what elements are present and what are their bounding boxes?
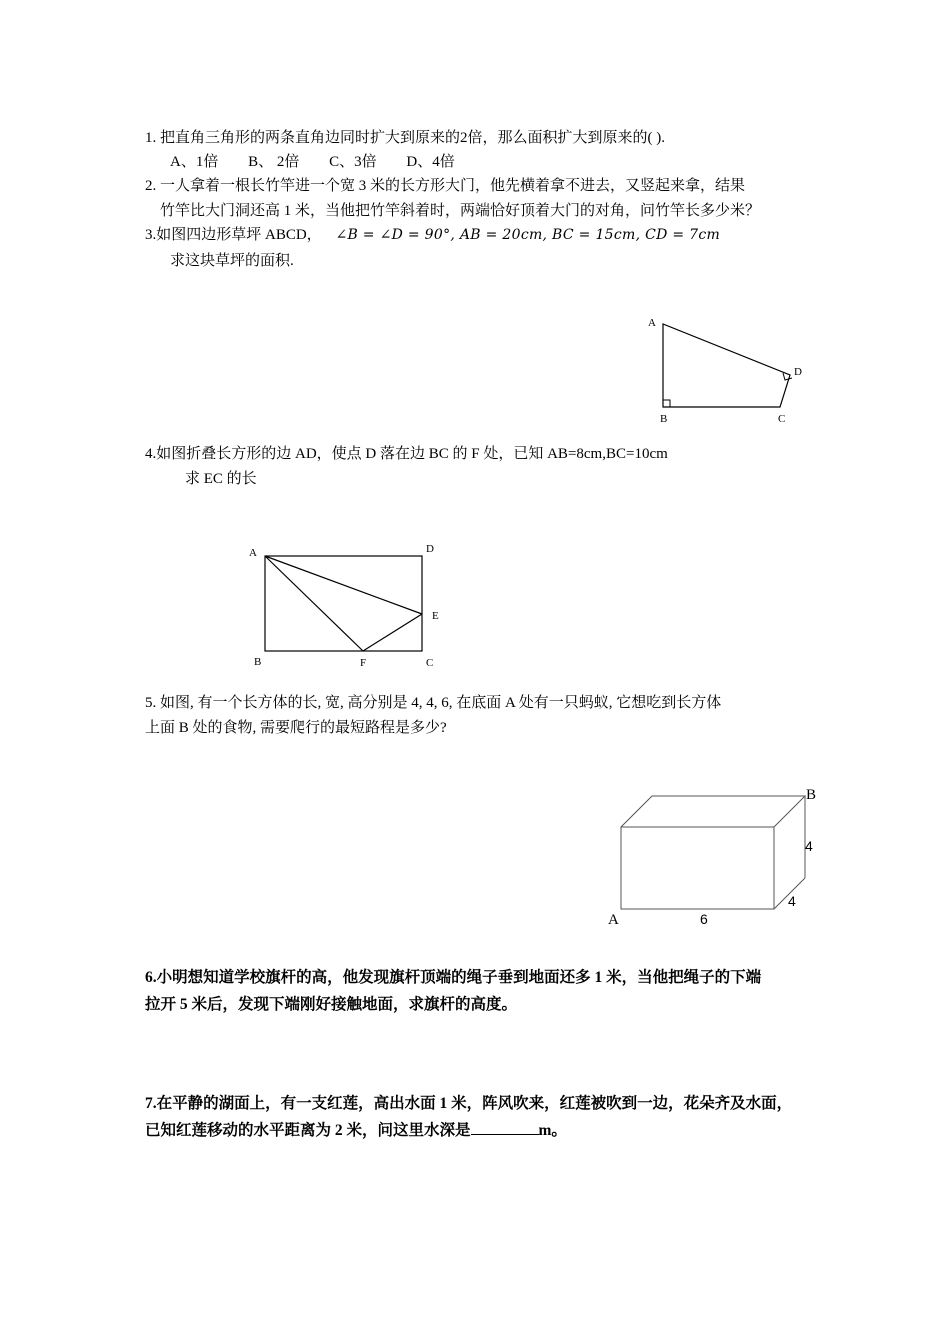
q6-line1: 6.小明想知道学校旗杆的高，他发现旗杆顶端的绳子垂到地面还多 1 米，当他把绳子的下端 xyxy=(145,969,762,986)
q3-quadrilateral-figure xyxy=(640,312,820,432)
q5-label-b: B xyxy=(806,787,817,803)
q1-option-a: A、1倍 xyxy=(170,154,219,170)
q4-line-ae xyxy=(265,556,422,614)
q3-line2: 求这块草坪的面积. xyxy=(170,253,294,269)
q5-label-length: 6 xyxy=(700,911,708,927)
q3-quadrilateral xyxy=(663,324,790,407)
q5-line1: 5. 如图, 有一个长方体的长, 宽, 高分别是 4, 4, 6, 在底面 A 处有一只蚂蚁, 它想吃到长方体 xyxy=(145,695,722,711)
q2-line2: 竹竿比大门洞还高 1 米，当他把竹竿斜着时，两端恰好顶着大门的对角，问竹竿长多少米？ xyxy=(160,203,761,219)
q7-line2-before: 已知红莲移动的水平距离为 2 米，问这里水深是 xyxy=(145,1122,471,1139)
q1-options xyxy=(170,152,455,172)
q4-label-b: B xyxy=(254,656,262,668)
q3-prefix: 3.如图四边形草坪 ABCD， xyxy=(145,227,322,243)
q1-option-c: C、3倍 xyxy=(329,154,377,170)
q4-label-d: D xyxy=(426,543,434,555)
q4-label-e: E xyxy=(432,610,439,622)
q3-line1 xyxy=(145,225,720,245)
q7-line2 xyxy=(145,1120,567,1141)
q3-label-d: D xyxy=(794,366,802,378)
q4-line-af xyxy=(265,556,363,651)
q4-label-a: A xyxy=(249,547,257,559)
q4-line1: 4.如图折叠长方形的边 AD，使点 D 落在边 BC 的 F 处，已知 AB=8cm,BC=10cm xyxy=(145,446,668,462)
q7-answer-blank xyxy=(471,1120,539,1135)
q3-label-c: C xyxy=(778,413,786,425)
q1-text: 1. 把直角三角形的两条直角边同时扩大到原来的2倍，那么面积扩大到原来的( ). xyxy=(145,130,665,146)
q4-rectangle xyxy=(265,556,422,651)
q3-label-a: A xyxy=(648,317,656,329)
q2-line1: 2. 一人拿着一根长竹竿进一个宽 3 米的长方形大门，他先横着拿不进去，又竖起来拿，结果 xyxy=(145,178,746,194)
q5-cuboid-front xyxy=(621,827,774,909)
q1-option-b: B、 2倍 xyxy=(248,154,300,170)
q7-line1: 7.在平静的湖面上，有一支红莲，高出水面 1 米，阵风吹来，红莲被吹到一边，花朵齐及水面， xyxy=(145,1095,793,1112)
q4-label-c: C xyxy=(426,657,434,669)
q5-label-a: A xyxy=(608,912,619,928)
q4-line2: 求 EC 的长 xyxy=(185,471,257,487)
q6-line2: 拉开 5 米后，发现下端刚好接触地面，求旗杆的高度。 xyxy=(145,996,518,1013)
q4-line-fe xyxy=(363,614,422,651)
q3-right-angle-b xyxy=(663,400,670,407)
q1-option-d: D、4倍 xyxy=(406,154,455,170)
q4-label-f: F xyxy=(360,657,367,669)
q5-cuboid-top xyxy=(621,796,805,827)
q3-condition: ∠B = ∠D = 90°, AB = 20cm, BC = 15cm, CD = 7cm xyxy=(335,227,721,243)
q3-label-b: B xyxy=(660,413,668,425)
q5-label-height: 4 xyxy=(805,838,813,854)
q5-cuboid-figure xyxy=(600,780,830,930)
q5-label-width: 4 xyxy=(788,893,796,909)
q5-line2: 上面 B 处的食物, 需要爬行的最短路程是多少? xyxy=(145,720,447,736)
q7-line2-after: m。 xyxy=(538,1122,567,1139)
q4-rectangle-figure xyxy=(240,538,460,678)
